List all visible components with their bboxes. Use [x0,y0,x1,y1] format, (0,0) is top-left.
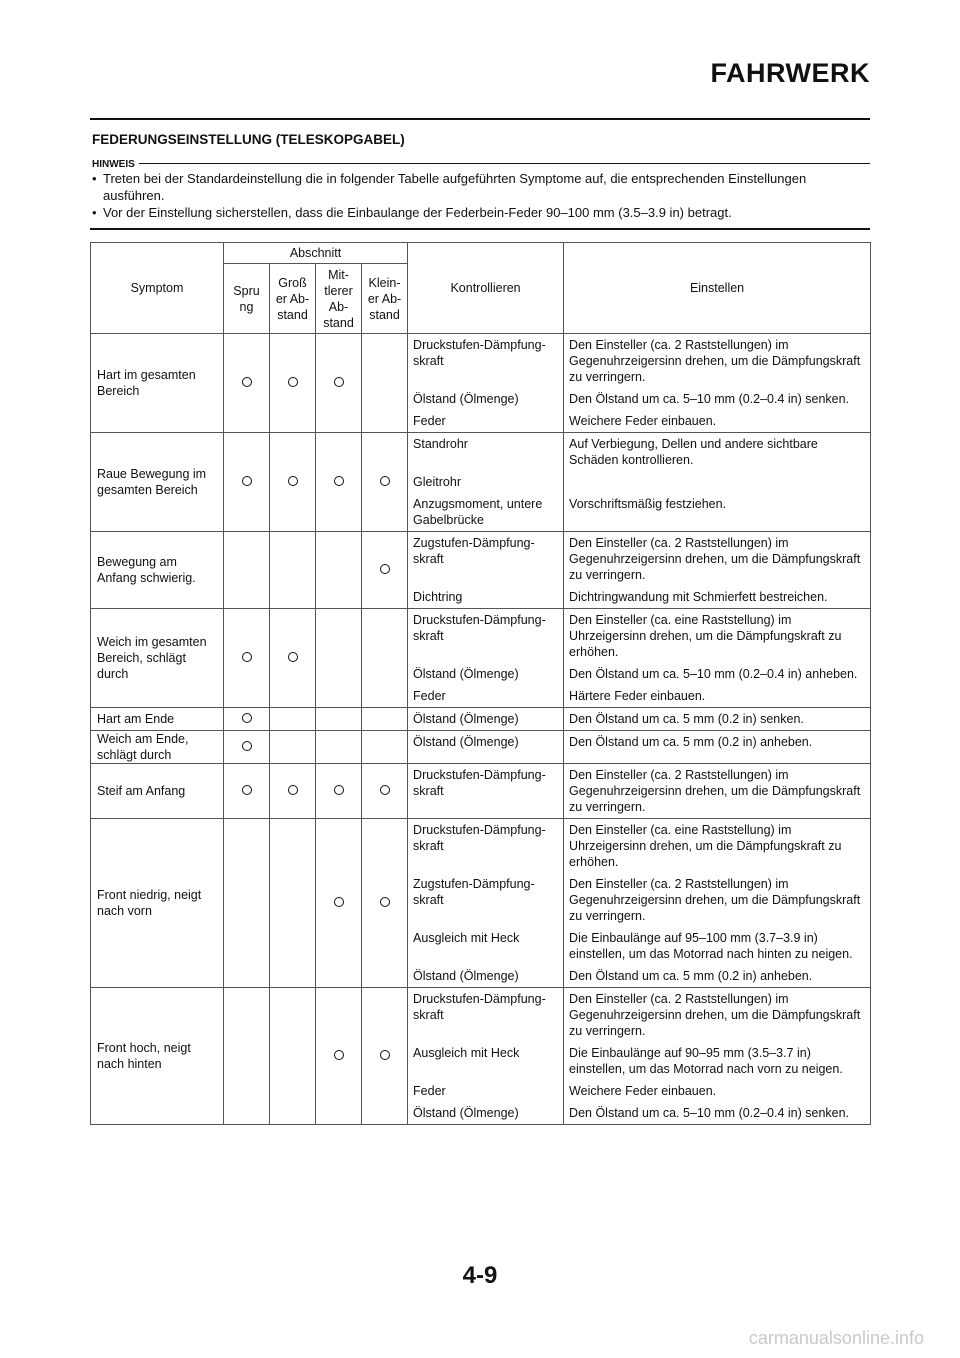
section-mark-cell [270,764,316,819]
adjust-item: Den Einsteller (ca. 2 Raststellungen) im Gegenuhrzeigersinn drehen, um die Dämpfungskraft zu verringern. [569,992,861,1038]
check-cell [408,764,564,819]
adjust-item: Härtere Feder einbauen. [569,689,706,703]
check-item: Zugstufen-Dämpfung-skraft [413,536,535,566]
check-item: Gleitrohr [413,475,461,489]
section-mark-cell [224,819,270,988]
circle-mark-icon [242,785,252,795]
symptom-cell: Weich am Ende, schlägt durch [91,731,224,764]
note-item: • Treten bei der Standardeinstellung die in folgender Tabelle aufgeführten Symptome auf, die entsprechenden Einstellungen ausführen. [92,170,870,204]
circle-mark-icon [288,785,298,795]
section-mark-cell [316,988,362,1125]
section-mark-cell [224,764,270,819]
section-mark-cell [316,708,362,731]
section-mark-cell [316,764,362,819]
chapter-title: FAHRWERK [710,58,870,88]
adjust-item: Den Ölstand um ca. 5 mm (0.2 in) senken. [569,712,804,726]
adjust-item: Die Einbaulänge auf 90–95 mm (3.5–3.7 in) einstellen, um das Motorrad nach vorn zu neigen. [569,1046,843,1076]
adjust-cell [564,819,871,988]
section-title: FEDERUNGSEINSTELLUNG (TELESKOPGABEL) [92,132,405,147]
check-item: Druckstufen-Dämpfung-skraft [413,768,546,798]
table-row [91,334,871,433]
adjust-item: Den Ölstand um ca. 5–10 mm (0.2–0.4 in) senken. [569,392,850,406]
section-mark-cell [362,988,408,1125]
watermark: carmanualsonline.info [748,1328,924,1348]
adjust-cell [564,988,871,1125]
section-mark-cell [224,731,270,764]
check-cell [408,988,564,1125]
header-rule [90,118,870,120]
check-item: Ölstand (Ölmenge) [413,392,519,406]
section-mark-cell [224,609,270,708]
section-mark-cell [224,532,270,609]
circle-mark-icon [242,741,252,751]
circle-mark-icon [242,377,252,387]
section-mark-cell [224,988,270,1125]
circle-mark-icon [380,476,390,486]
adjust-item: Den Ölstand um ca. 5 mm (0.2 in) anheben. [569,735,813,749]
check-item: Feder [413,689,446,703]
check-item: Ölstand (Ölmenge) [413,712,519,726]
circle-mark-icon [334,377,344,387]
check-item: Standrohr [413,437,468,451]
check-cell [408,609,564,708]
check-item: Ausgleich mit Heck [413,931,520,945]
check-item: Feder [413,1084,446,1098]
adjust-cell [564,708,871,731]
adjust-item: Weichere Feder einbauen. [569,1084,717,1098]
section-mark-cell [316,532,362,609]
note-list [92,170,870,221]
adjust-cell [564,731,871,764]
check-item: Ölstand (Ölmenge) [413,1106,519,1120]
suspension-table [90,242,871,1125]
section-mark-cell [270,334,316,433]
header-kontrollieren: Kontrollieren [408,243,564,334]
section-mark-cell [270,988,316,1125]
circle-mark-icon [334,476,344,486]
check-cell [408,731,564,764]
section-mark-cell [270,532,316,609]
adjust-item: Den Einsteller (ca. 2 Raststellungen) im Gegenuhrzeigersinn drehen, um die Dämpfungskraft zu verringern. [569,338,861,384]
symptom-cell: Raue Bewegung im gesamten Bereich [91,433,224,532]
header-section-sprung: Spru ng [224,264,270,334]
adjust-item: Weichere Feder einbauen. [569,414,717,428]
adjust-cell [564,334,871,433]
note-rule [92,163,870,164]
check-cell [408,819,564,988]
adjust-item: Den Einsteller (ca. 2 Raststellungen) im Gegenuhrzeigersinn drehen, um die Dämpfungskraft zu verringern. [569,877,861,923]
check-item: Dichtring [413,590,463,604]
header-section-gross: Groß er Ab-stand [270,264,316,334]
table-row [91,609,871,708]
circle-mark-icon [380,785,390,795]
section-mark-cell [362,819,408,988]
table-row [91,764,871,819]
circle-mark-icon [380,564,390,574]
check-cell [408,708,564,731]
section-mark-cell [270,609,316,708]
section-mark-cell [362,334,408,433]
check-item: Ölstand (Ölmenge) [413,969,519,983]
circle-mark-icon [380,897,390,907]
section-mark-cell [224,334,270,433]
circle-mark-icon [242,713,252,723]
header-symptom: Symptom [91,243,224,334]
adjust-cell [564,433,871,532]
circle-mark-icon [380,1050,390,1060]
adjust-item: Den Einsteller (ca. eine Raststellung) im Uhrzeigersinn drehen, um die Dämpfungskraft zu erhöhen. [569,613,842,659]
section-mark-cell [362,532,408,609]
table-row [91,433,871,532]
header-section-mittel: Mit-tlerer Ab-stand [316,264,362,334]
symptom-cell: Weich im gesamten Bereich, schlägt durch [91,609,224,708]
page-number: 4-9 [462,1262,498,1289]
table-row [91,532,871,609]
symptom-cell: Hart im gesamten Bereich [91,334,224,433]
adjust-cell [564,532,871,609]
section-mark-cell [362,708,408,731]
section-mark-cell [362,764,408,819]
table-body [91,334,871,1125]
note-heading [92,154,870,168]
check-item: Druckstufen-Dämpfung-skraft [413,823,546,853]
section-mark-cell [270,433,316,532]
symptom-cell: Bewegung am Anfang schwierig. [91,532,224,609]
section-mark-cell [270,819,316,988]
symptom-cell: Front niedrig, neigt nach vorn [91,819,224,988]
symptom-cell: Front hoch, neigt nach hinten [91,988,224,1125]
check-item: Druckstufen-Dämpfung-skraft [413,613,546,643]
circle-mark-icon [242,652,252,662]
table-row [91,731,871,764]
section-mark-cell [316,334,362,433]
check-cell [408,334,564,433]
circle-mark-icon [334,785,344,795]
section-mark-cell [362,433,408,532]
header-section-klein: Klein-er Ab-stand [362,264,408,334]
note-label: HINWEIS [92,159,139,170]
section-mark-cell [270,708,316,731]
check-item: Feder [413,414,446,428]
section-mark-cell [316,819,362,988]
adjust-item: Die Einbaulänge auf 95–100 mm (3.7–3.9 in) einstellen, um das Motorrad nach hinten zu neigen. [569,931,853,961]
adjust-item: Den Einsteller (ca. 2 Raststellungen) im Gegenuhrzeigersinn drehen, um die Dämpfungskraft zu verringern. [569,768,861,814]
adjust-item: Den Ölstand um ca. 5–10 mm (0.2–0.4 in) anheben. [569,667,858,681]
note-item: • Vor der Einstellung sicherstellen, dass die Einbaulange der Federbein-Feder 90–100 mm (3.5–3.9 in) betragt. [92,204,870,221]
table-row [91,819,871,988]
section-mark-cell [270,731,316,764]
circle-mark-icon [242,476,252,486]
check-cell [408,433,564,532]
header-abschnitt: Abschnitt [224,243,408,264]
section-mark-cell [224,708,270,731]
adjust-item: Den Einsteller (ca. 2 Raststellungen) im Gegenuhrzeigersinn drehen, um die Dämpfungskraft zu verringern. [569,536,861,582]
check-item: Druckstufen-Dämpfung-skraft [413,338,546,368]
adjust-item: Den Ölstand um ca. 5 mm (0.2 in) anheben. [569,969,813,983]
section-mark-cell [362,609,408,708]
check-cell [408,532,564,609]
adjust-item: Den Ölstand um ca. 5–10 mm (0.2–0.4 in) senken. [569,1106,850,1120]
adjust-cell [564,609,871,708]
adjust-item: Auf Verbiegung, Dellen und andere sichtbare Schäden kontrollieren. [569,437,818,467]
check-item: Anzugsmoment, untere Gabelbrücke [413,497,543,527]
check-item: Ausgleich mit Heck [413,1046,520,1060]
symptom-cell: Hart am Ende [91,708,224,731]
section-mark-cell [316,731,362,764]
check-item: Druckstufen-Dämpfung-skraft [413,992,546,1022]
note-end-rule [90,228,870,230]
symptom-cell: Steif am Anfang [91,764,224,819]
section-mark-cell [316,433,362,532]
adjust-item [564,471,870,493]
circle-mark-icon [288,652,298,662]
check-item: Ölstand (Ölmenge) [413,667,519,681]
adjust-cell [564,764,871,819]
check-item: Zugstufen-Dämpfung-skraft [413,877,535,907]
section-mark-cell [224,433,270,532]
circle-mark-icon [334,897,344,907]
adjust-item: Dichtringwandung mit Schmierfett bestreichen. [569,590,828,604]
check-item: Ölstand (Ölmenge) [413,735,519,749]
table-row [91,708,871,731]
circle-mark-icon [288,377,298,387]
adjust-item: Vorschriftsmäßig festziehen. [569,497,727,511]
section-mark-cell [316,609,362,708]
adjust-item: Den Einsteller (ca. eine Raststellung) im Uhrzeigersinn drehen, um die Dämpfungskraft zu erhöhen. [569,823,842,869]
section-mark-cell [362,731,408,764]
circle-mark-icon [334,1050,344,1060]
table-row [91,988,871,1125]
circle-mark-icon [288,476,298,486]
header-einstellen: Einstellen [564,243,871,334]
